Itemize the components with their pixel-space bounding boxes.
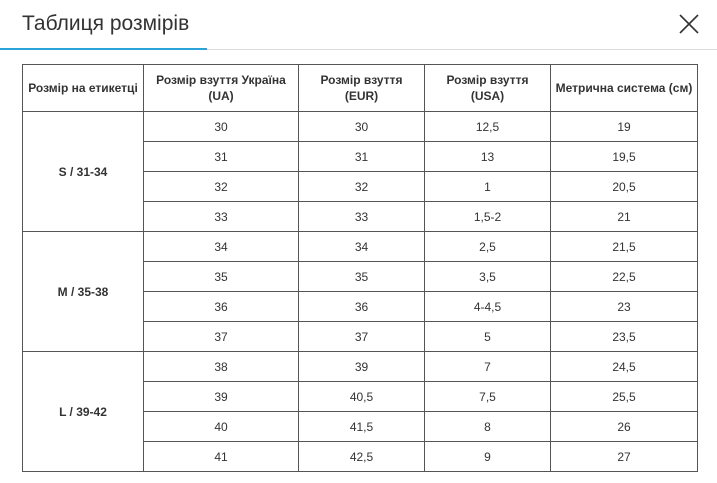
close-icon	[677, 12, 701, 36]
table-cell: 4-4,5	[425, 292, 551, 322]
column-header-metric-cm: Метрична система (см)	[551, 65, 698, 112]
table-cell: 31	[144, 142, 299, 172]
table-cell: 40	[144, 412, 299, 442]
size-table	[22, 64, 698, 472]
size-group-label: S / 31-34	[23, 112, 144, 232]
table-cell: 19	[551, 112, 698, 142]
title-underline-accent	[0, 48, 207, 50]
close-button[interactable]	[677, 12, 701, 36]
table-cell: 33	[299, 202, 425, 232]
table-cell: 41,5	[299, 412, 425, 442]
size-group-label: M / 35-38	[23, 232, 144, 352]
table-cell: 7	[425, 352, 551, 382]
table-cell: 12,5	[425, 112, 551, 142]
table-row	[23, 232, 698, 262]
table-cell: 27	[551, 442, 698, 472]
table-cell: 32	[144, 172, 299, 202]
table-cell: 1,5-2	[425, 202, 551, 232]
dialog-title: Таблиця розмірів	[22, 12, 190, 35]
table-cell: 31	[299, 142, 425, 172]
table-cell: 2,5	[425, 232, 551, 262]
table-cell: 26	[551, 412, 698, 442]
table-cell: 3,5	[425, 262, 551, 292]
table-cell: 36	[144, 292, 299, 322]
table-row	[23, 352, 698, 382]
table-cell: 9	[425, 442, 551, 472]
table-cell: 35	[144, 262, 299, 292]
table-cell: 41	[144, 442, 299, 472]
column-header-eur-size: Розмір взуття (EUR)	[299, 65, 425, 112]
dialog-header	[0, 0, 717, 50]
table-cell: 34	[144, 232, 299, 262]
table-cell: 24,5	[551, 352, 698, 382]
table-cell: 34	[299, 232, 425, 262]
table-cell: 8	[425, 412, 551, 442]
table-cell: 30	[144, 112, 299, 142]
table-cell: 1	[425, 172, 551, 202]
table-cell: 42,5	[299, 442, 425, 472]
column-header-label-size: Розмір на етикетці	[23, 65, 144, 112]
table-header-row	[23, 65, 698, 112]
table-cell: 38	[144, 352, 299, 382]
table-cell: 20,5	[551, 172, 698, 202]
column-header-usa-size: Розмір взуття (USA)	[425, 65, 551, 112]
table-cell: 37	[144, 322, 299, 352]
table-cell: 5	[425, 322, 551, 352]
table-cell: 7,5	[425, 382, 551, 412]
table-cell: 23	[551, 292, 698, 322]
table-cell: 23,5	[551, 322, 698, 352]
table-cell: 35	[299, 262, 425, 292]
table-cell: 40,5	[299, 382, 425, 412]
table-cell: 21,5	[551, 232, 698, 262]
table-cell: 21	[551, 202, 698, 232]
table-cell: 32	[299, 172, 425, 202]
table-cell: 36	[299, 292, 425, 322]
table-cell: 13	[425, 142, 551, 172]
table-cell: 39	[299, 352, 425, 382]
table-cell: 33	[144, 202, 299, 232]
table-cell: 25,5	[551, 382, 698, 412]
table-cell: 37	[299, 322, 425, 352]
table-cell: 30	[299, 112, 425, 142]
table-cell: 19,5	[551, 142, 698, 172]
column-header-ua-size: Розмір взуття Україна (UA)	[144, 65, 299, 112]
table-cell: 22,5	[551, 262, 698, 292]
table-row	[23, 112, 698, 142]
size-group-label: L / 39-42	[23, 352, 144, 472]
table-cell: 39	[144, 382, 299, 412]
